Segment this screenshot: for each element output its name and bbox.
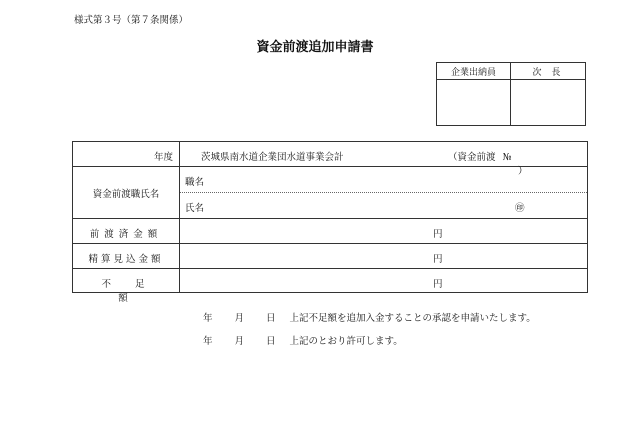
name-label: 氏名 — [185, 203, 205, 214]
estimated-settlement-unit: 円 — [433, 254, 443, 265]
approval-stamp-deputy[interactable] — [512, 80, 585, 125]
request-text: 上記不足額を追加入金することの承認を申請いたします。 — [289, 313, 536, 324]
advance-number-close: ） — [518, 166, 528, 177]
advanced-amount-label: 前渡済金額 — [89, 229, 163, 240]
shortfall-label: 不足額 — [101, 279, 169, 304]
application-table — [72, 141, 588, 304]
number-mark: № — [502, 152, 512, 163]
advanced-amount-unit: 円 — [433, 229, 443, 240]
approval-text: 上記のとおり許可します。 — [289, 336, 403, 347]
row-divider — [73, 218, 587, 219]
name-input[interactable] — [213, 196, 513, 216]
shortfall-input[interactable] — [183, 272, 423, 290]
request-month: 月 — [234, 313, 245, 324]
row-divider — [73, 268, 587, 269]
advanced-amount-input[interactable] — [183, 222, 423, 240]
form-number: 様式第３号（第７条関係） — [74, 15, 189, 26]
approval-header-cashier: 企業出納員 — [450, 68, 496, 78]
row-divider-dotted — [179, 192, 587, 193]
post-label: 職名 — [185, 177, 205, 188]
approval-statement — [203, 333, 403, 347]
post-input[interactable] — [213, 170, 583, 190]
approval-year: 年 — [203, 336, 213, 347]
shortfall-unit: 円 — [433, 279, 443, 290]
year-label: 年度 — [153, 152, 173, 163]
official-name-label: 資金前渡職氏名 — [92, 189, 160, 200]
request-day: 日 — [266, 313, 276, 324]
approval-month: 月 — [234, 336, 245, 347]
advance-number-open: （資金前渡 — [448, 152, 496, 163]
column-divider — [179, 142, 180, 292]
estimated-settlement-label: 精算見込金額 — [88, 254, 164, 265]
approval-stamp-cashier[interactable] — [438, 80, 509, 125]
seal-mark: ㊞ — [515, 203, 525, 214]
approval-stamp-box — [436, 62, 586, 126]
approval-day: 日 — [266, 336, 276, 347]
approval-header-deputy: 次長 — [532, 68, 571, 78]
request-statement — [203, 310, 536, 324]
request-year: 年 — [203, 313, 213, 324]
document-title: 資金前渡追加申請書 — [256, 40, 374, 55]
account-name: 茨城県南水道企業団水道事業会計 — [201, 152, 344, 163]
estimated-settlement-input[interactable] — [183, 247, 423, 265]
row-divider — [73, 243, 587, 244]
